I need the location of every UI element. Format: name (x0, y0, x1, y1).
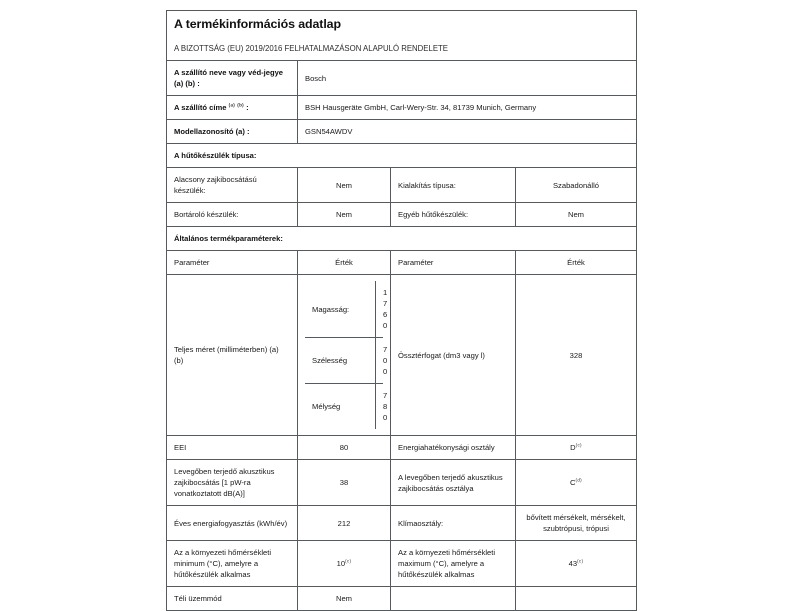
supplier-name-label: A szállító neve vagy véd-jegye (a) (b) : (167, 61, 298, 96)
dimension-label-depth: Mélység (305, 384, 376, 430)
dimensions-subtable-cell (298, 275, 391, 436)
dimension-value-depth: 780 (383, 391, 388, 422)
dimensions-label: Teljes méret (milliméterben) (a) (b) (167, 275, 298, 436)
max-temperature-number: 43 (568, 559, 578, 568)
dimension-label-height: Magasság: (305, 281, 376, 338)
other-appliance-label: Egyéb hűtőkészülék: (391, 203, 516, 227)
max-temperature-value (516, 541, 637, 587)
regulation-subtitle: A BIZOTTSÁG (EU) 2019/2016 FELHATALMAZÁSON ALAPULÓ RENDELETE (174, 43, 448, 53)
low-noise-label: Alacsony zajkibocsátású készülék: (167, 168, 298, 203)
dimension-row-depth (305, 384, 383, 430)
total-volume-label: Össztérfogat (dm3 vagy l) (391, 275, 516, 436)
supplier-name-value: Bosch (298, 61, 637, 96)
other-appliance-value: Nem (516, 203, 637, 227)
noise-class-letter: C (570, 478, 576, 487)
footnote-marker-c-max: (c) (577, 558, 584, 564)
column-header-parameter-right: Paraméter (391, 251, 516, 275)
footnote-marker-c: (c) (575, 442, 582, 448)
table-row-wine-storage (167, 203, 637, 227)
footnote-marker-a: (a) (228, 102, 236, 108)
energy-class-letter: D (570, 443, 576, 452)
dimension-label-width: Szélesség (305, 338, 376, 384)
climate-class-value: bővített mérsékelt, mérsékelt, szubtrópusi, trópusi (516, 506, 637, 541)
table-row-low-noise (167, 168, 637, 203)
table-row-title (167, 11, 637, 61)
dimension-row-height (305, 281, 383, 338)
design-type-label: Kialakítás típusa: (391, 168, 516, 203)
winter-mode-label: Téli üzemmód (167, 587, 298, 611)
low-noise-value: Nem (298, 168, 391, 203)
table-row-column-headers (167, 251, 637, 275)
table-row-eei (167, 436, 637, 460)
max-temperature-label: Az a környezeti hőmérsékleti maximum (°C), amelyre a hűtőkészülék alkalmas (391, 541, 516, 587)
column-header-value-left: Érték (298, 251, 391, 275)
design-type-value: Szabadonálló (516, 168, 637, 203)
footnote-marker-b: (b) (237, 102, 245, 108)
table-row-dimensions (167, 275, 637, 436)
noise-class-value (516, 460, 637, 506)
model-identifier-label: Modellazonosító (a) : (167, 120, 298, 144)
noise-emission-label: Levegőben terjedő akusztikus zajkibocsátás [1 pW-ra vonatkoztatott dB(A)] (167, 460, 298, 506)
winter-mode-right-label (391, 587, 516, 611)
winter-mode-value: Nem (298, 587, 391, 611)
annual-energy-label: Éves energiafogyasztás (kWh/év) (167, 506, 298, 541)
table-row-model (167, 120, 637, 144)
dimensions-subtable (305, 281, 388, 429)
table-row-section-general-parameters (167, 227, 637, 251)
table-row-supplier-address (167, 96, 637, 120)
dimension-value-width: 700 (376, 338, 384, 384)
dimension-row-width (305, 338, 383, 384)
model-identifier-value: GSN54AWDV (298, 120, 637, 144)
climate-class-label: Klímaosztály: (391, 506, 516, 541)
wine-storage-label: Bortároló készülék: (167, 203, 298, 227)
table-row-ambient-temperature (167, 541, 637, 587)
footnote-marker-c-min: (c) (345, 558, 352, 564)
dimension-value-height: 1760 (376, 281, 384, 338)
total-volume-value: 328 (516, 275, 637, 436)
supplier-address-label (167, 96, 298, 120)
supplier-address-label-text: A szállító címe (174, 103, 227, 112)
noise-emission-value: 38 (298, 460, 391, 506)
winter-mode-right-value (516, 587, 637, 611)
table-row-winter-mode (167, 587, 637, 611)
table-row-supplier-name (167, 61, 637, 96)
table-row-noise (167, 460, 637, 506)
column-header-parameter-left: Paraméter (167, 251, 298, 275)
supplier-address-value: BSH Hausgeräte GmbH, Carl-Wery-Str. 34, 81739 Munich, Germany (298, 96, 637, 120)
table-row-energy-consumption (167, 506, 637, 541)
eei-label: EEI (167, 436, 298, 460)
min-temperature-number: 10 (336, 559, 346, 568)
product-fiche-sheet (166, 10, 636, 611)
title-block-cell (167, 11, 637, 61)
wine-storage-value: Nem (298, 203, 391, 227)
table-row-section-appliance-type (167, 144, 637, 168)
min-temperature-value (298, 541, 391, 587)
column-header-value-right: Érték (516, 251, 637, 275)
energy-class-value (516, 436, 637, 460)
annual-energy-value: 212 (298, 506, 391, 541)
product-information-table (166, 10, 637, 611)
footnote-marker-d: (d) (575, 477, 582, 483)
min-temperature-label: Az a környezeti hőmérsékleti minimum (°C), amelyre a hűtőkészülék alkalmas (167, 541, 298, 587)
section-title-general-parameters: Általános termékparaméterek: (167, 227, 637, 251)
energy-class-label: Energiahatékonysági osztály (391, 436, 516, 460)
noise-class-label: A levegőben terjedő akusztikus zajkibocsátás osztálya (391, 460, 516, 506)
supplier-address-label-colon: : (246, 103, 249, 112)
section-title-appliance-type: A hűtőkészülék típusa: (167, 144, 637, 168)
eei-value: 80 (298, 436, 391, 460)
page-title: A termékinformációs adatlap (174, 17, 341, 31)
